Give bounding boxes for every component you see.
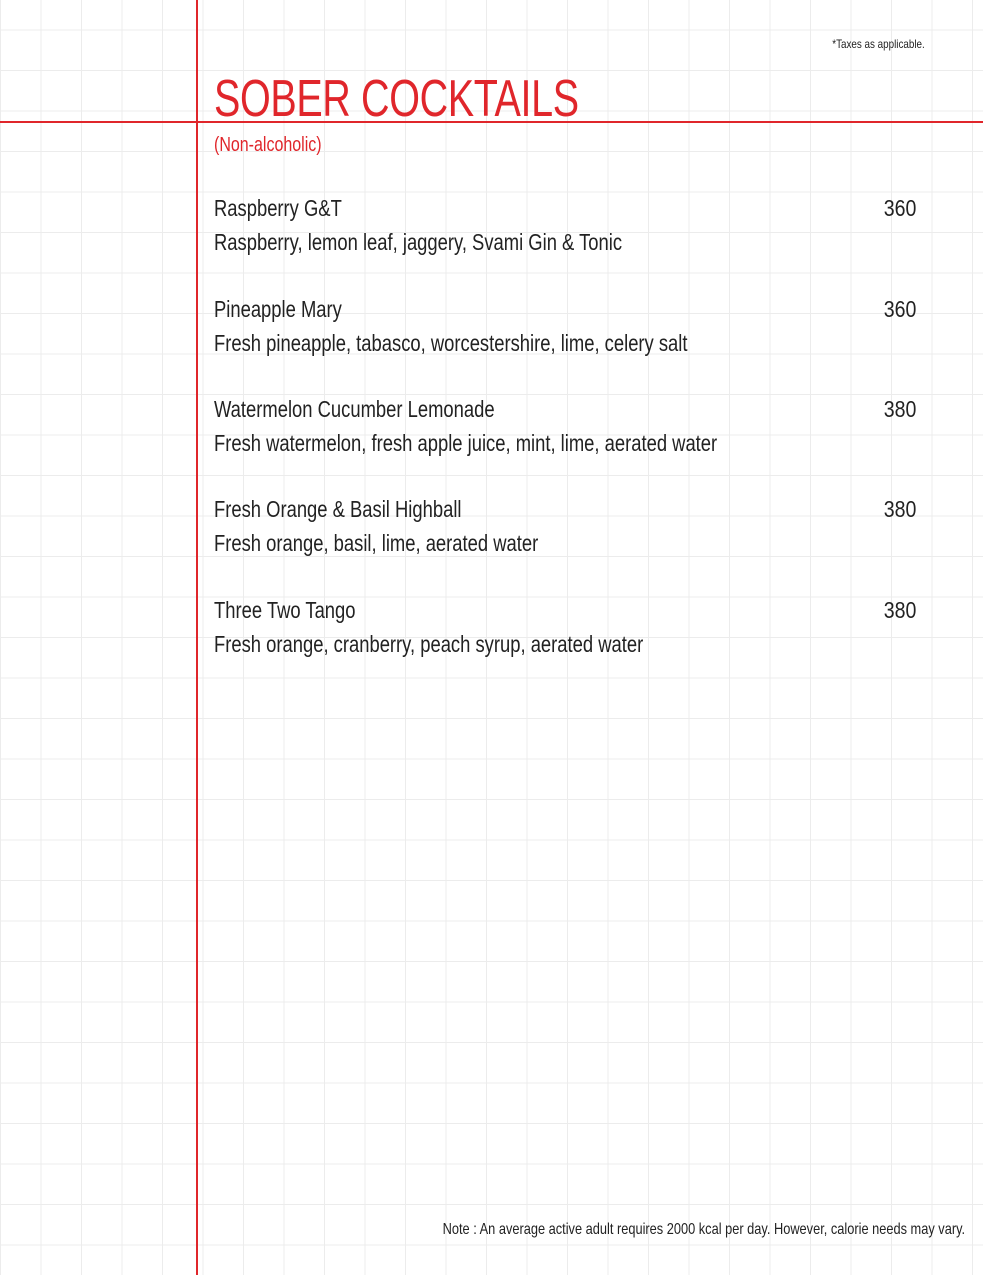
menu-item-description: Fresh pineapple, tabasco, worcestershire, lime, celery salt bbox=[214, 330, 688, 356]
menu-item-name: Pineapple Mary bbox=[214, 296, 342, 322]
menu-item-description: Raspberry, lemon leaf, jaggery, Svami Gin & Tonic bbox=[214, 229, 623, 255]
page-title: SOBER COCKTAILS bbox=[214, 70, 579, 128]
menu-item-price: 360 bbox=[883, 296, 916, 322]
menu-item-description: Fresh orange, cranberry, peach syrup, aerated water bbox=[214, 631, 644, 657]
menu-item-price: 380 bbox=[883, 396, 916, 422]
menu-item bbox=[214, 596, 924, 666]
menu-item-description: Fresh watermelon, fresh apple juice, mint, lime, aerated water bbox=[214, 430, 718, 456]
menu-item-name: Watermelon Cucumber Lemonade bbox=[214, 396, 495, 422]
menu-item-description: Fresh orange, basil, lime, aerated water bbox=[214, 530, 539, 556]
menu-item-price: 380 bbox=[883, 597, 916, 623]
menu-item-name: Three Two Tango bbox=[214, 597, 356, 623]
taxes-note: *Taxes as applicable. bbox=[832, 37, 925, 51]
menu-item-name: Fresh Orange & Basil Highball bbox=[214, 496, 462, 522]
menu-item bbox=[214, 194, 924, 264]
page-subtitle: (Non-alcoholic) bbox=[214, 134, 322, 156]
margin-line-vertical bbox=[196, 0, 198, 1275]
menu-item bbox=[214, 295, 924, 365]
menu-item bbox=[214, 495, 924, 565]
menu-item-price: 380 bbox=[883, 496, 916, 522]
menu-item-name: Raspberry G&T bbox=[214, 195, 342, 221]
menu-item bbox=[214, 395, 924, 465]
calorie-note: Note : An average active adult requires 2000 kcal per day. However, calorie needs may vary. bbox=[442, 1221, 965, 1238]
menu-item-price: 360 bbox=[883, 195, 916, 221]
